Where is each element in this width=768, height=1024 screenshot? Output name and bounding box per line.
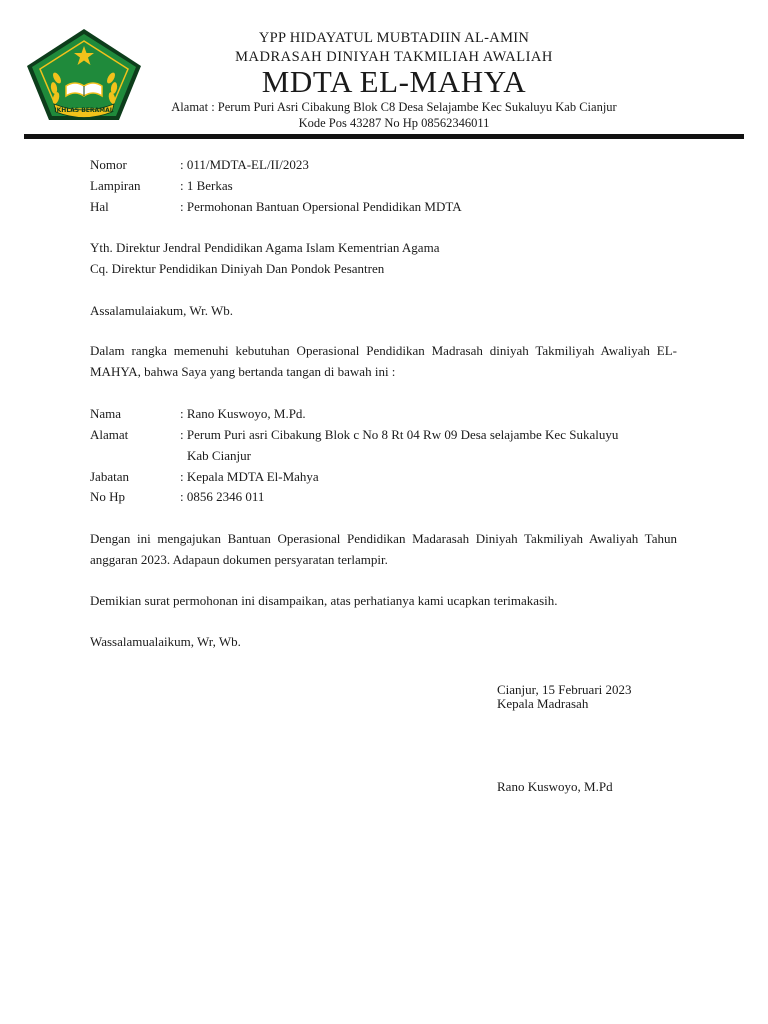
- school-type: MADRASAH DINIYAH TAKMILIAH AWALIAH: [235, 49, 553, 65]
- recipient-line-2: Cq. Direktur Pendidikan Diniyah Dan Pondok Pesantren: [90, 261, 385, 276]
- nohp-value: : 0856 2346 011: [180, 489, 265, 504]
- lampiran-value: : 1 Berkas: [180, 178, 233, 193]
- alamat-value: : Perum Puri asri Cibakung Blok c No 8 Rt 04 Rw 09 Desa selajambe Kec Sukaluyu: [180, 427, 619, 442]
- school-address: Alamat : Perum Puri Asri Cibakung Blok C8 Desa Selajambe Kec Sukaluyu Kab Cianjur: [171, 100, 617, 114]
- nomor-value: : 011/MDTA-EL/II/2023: [180, 157, 309, 172]
- foundation-name: YPP HIDAYATUL MUBTADIIN AL-AMIN: [258, 30, 530, 46]
- jabatan-value: : Kepala MDTA El-Mahya: [180, 469, 319, 484]
- signature-position: Kepala Madrasah: [497, 696, 589, 711]
- body-paragraph: Dengan ini mengajukan Bantuan Operasional Pendidikan Madarasah Diniyah Takmiliyah Awaliyah Tahun anggaran 2023. Adapaun dokumen persyaratan terlampir.: [90, 531, 677, 567]
- signature-place-date: Cianjur, 15 Februari 2023: [497, 682, 632, 697]
- jabatan-label: Jabatan: [90, 469, 129, 484]
- intro-paragraph: Dalam rangka memenuhi kebutuhan Operasional Pendidikan Madrasah diniyah Takmiliyah Awaliyah EL-MAHYA, bahwa Saya yang bertanda tangan di bawah ini :: [90, 343, 677, 379]
- greeting: Assalamulaiakum, Wr. Wb.: [90, 303, 234, 318]
- alamat-label: Alamat: [90, 427, 129, 442]
- closing-statement: Demikian surat permohonan ini disampaikan, atas perhatianya kami ucapkan terimakasih.: [90, 593, 558, 608]
- hal-value: : Permohonan Bantuan Opersional Pendidikan MDTA: [180, 199, 462, 214]
- postal-phone: Kode Pos 43287 No Hp 08562346011: [298, 116, 490, 130]
- nomor-label: Nomor: [90, 157, 127, 172]
- alamat-value-line-2: Kab Cianjur: [187, 448, 251, 463]
- farewell: Wassalamualaikum, Wr, Wb.: [90, 634, 241, 649]
- letterhead-divider: [24, 134, 744, 139]
- nama-value: : Rano Kuswoyo, M.Pd.: [180, 406, 306, 421]
- nohp-label: No Hp: [90, 489, 126, 504]
- hal-label: Hal: [90, 199, 109, 214]
- signature-name: Rano Kuswoyo, M.Pd: [497, 779, 613, 794]
- logo-ribbon-text: IKHLAS BERAMAL: [54, 107, 114, 114]
- lampiran-label: Lampiran: [90, 178, 141, 193]
- kemenag-emblem-icon: [24, 26, 144, 122]
- recipient-line-1: Yth. Direktur Jendral Pendidikan Agama Islam Kementrian Agama: [90, 240, 440, 255]
- school-name: MDTA EL-MAHYA: [261, 64, 527, 99]
- nama-label: Nama: [90, 406, 122, 421]
